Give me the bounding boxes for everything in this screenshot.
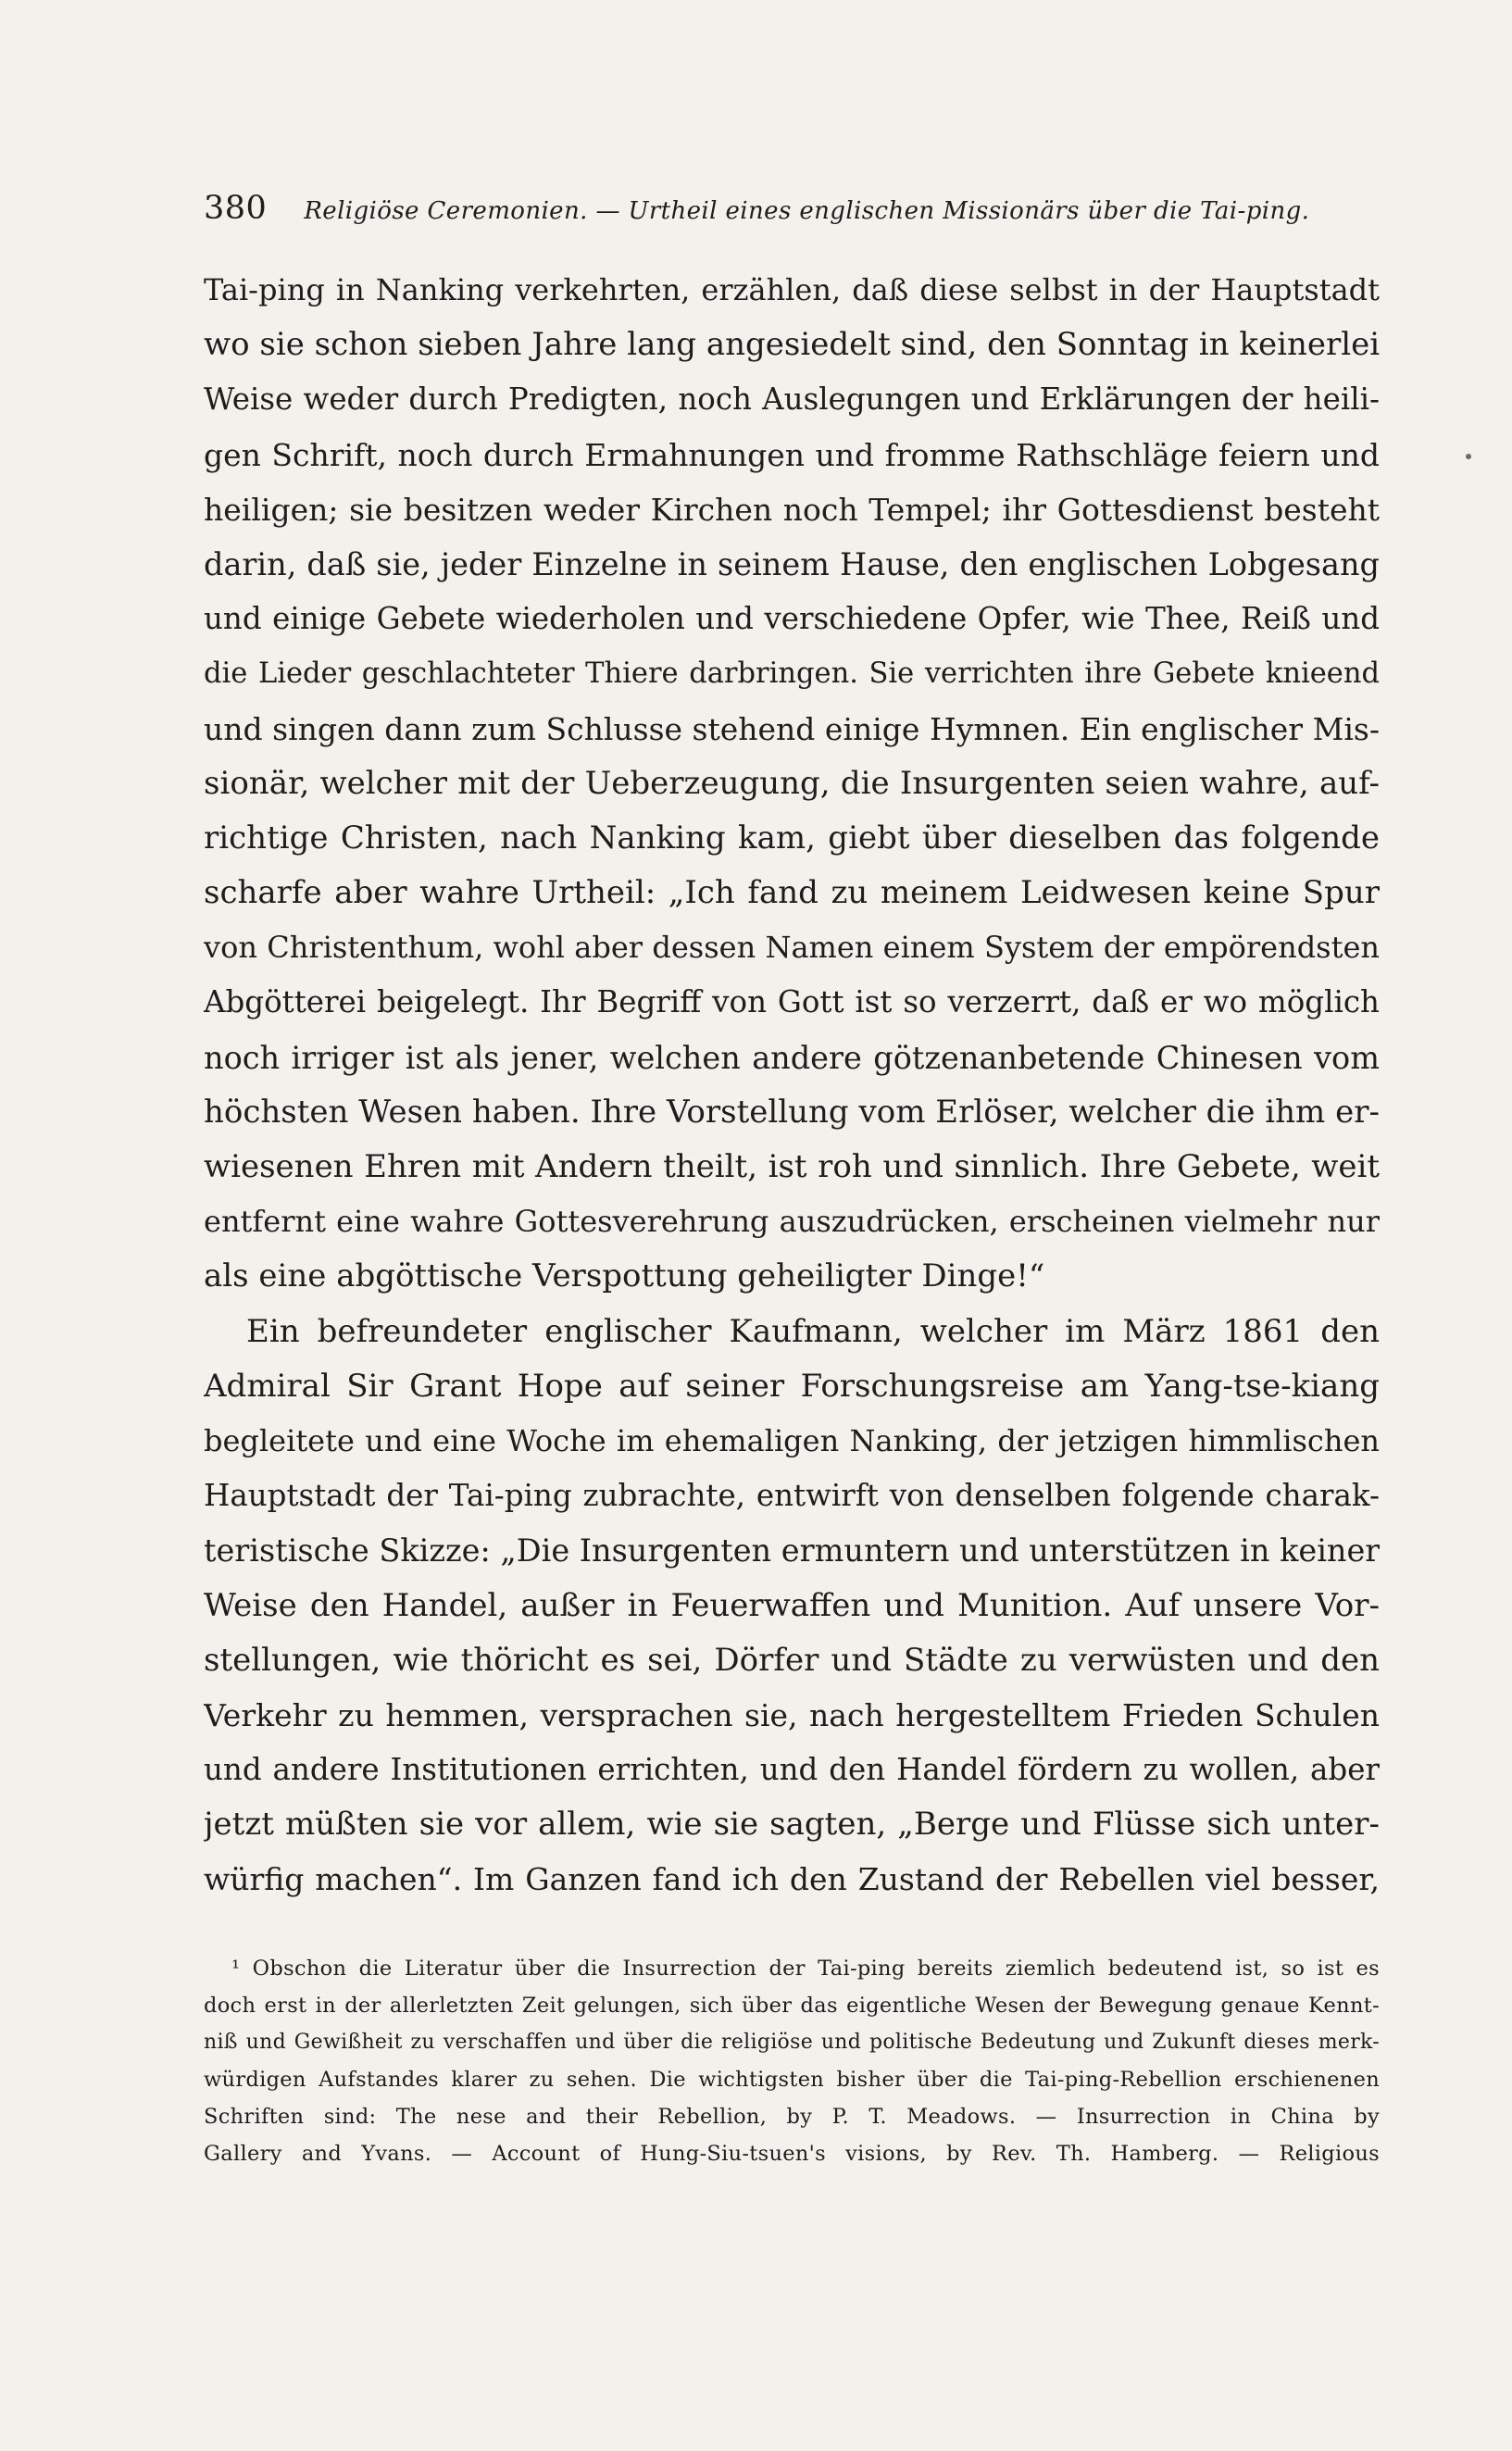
text-line: höchsten Wesen haben. Ihre Vorstellung vom Erlöser, welcher die ihm er- bbox=[204, 1093, 1380, 1131]
text-line: sionär, welcher mit der Ueberzeugung, die Insurgenten seien wahre, auf- bbox=[204, 764, 1380, 802]
running-head bbox=[204, 190, 1310, 236]
text-line: die Lieder geschlachteter Thiere darbringen. Sie verrichten ihre Gebete knieend bbox=[204, 657, 1380, 691]
main-text bbox=[204, 263, 1380, 1907]
text-line: wiesenen Ehren mit Andern theilt, ist roh und sinnlich. Ihre Gebete, weit bbox=[204, 1148, 1380, 1185]
text-line: und andere Institutionen errichten, und den Handel fördern zu wollen, aber bbox=[204, 1752, 1380, 1788]
page-number: 380 bbox=[204, 190, 268, 227]
text-line: jetzt müßten sie vor allem, wie sie sagten, „Berge und Flüsse sich unter- bbox=[204, 1806, 1380, 1844]
text-line: heiligen; sie besitzen weder Kirchen noch Tempel; ihr Gottesdienst besteht bbox=[204, 491, 1380, 528]
text-line: als eine abgöttische Verspottung geheiligter Dinge!“ bbox=[204, 1257, 1045, 1295]
text-line: darin, daß sie, jeder Einzelne in seinem Hause, den englischen Lobgesang bbox=[204, 545, 1380, 582]
text-line: gen Schrift, noch durch Ermahnungen und fromme Rathschläge feiern und bbox=[204, 436, 1380, 473]
text-line: stellungen, wie thöricht es sei, Dörfer und Städte zu verwüsten und den bbox=[204, 1641, 1380, 1679]
text-line: begleitete und eine Woche im ehemaligen Nanking, der jetzigen himmlischen bbox=[204, 1422, 1380, 1458]
text-line: entfernt eine wahre Gottesverehrung auszudrücken, erscheinen vielmehr nur bbox=[204, 1204, 1380, 1240]
text-line: wo sie schon sieben Jahre lang angesiedelt sind, den Sonntag in keinerlei bbox=[204, 326, 1380, 364]
footnote-line: würdigen Aufstandes klarer zu sehen. Die wichtigsten bisher über die Tai-ping-Rebellion erschienenen bbox=[204, 2068, 1380, 2092]
footnote bbox=[204, 1950, 1380, 2172]
text-line: scharfe aber wahre Urtheil: „Ich fand zu meinem Leidwesen keine Spur bbox=[204, 874, 1380, 912]
text-line: Verkehr zu hemmen, versprachen sie, nach hergestelltem Frieden Schulen bbox=[204, 1696, 1380, 1733]
text-line: noch irriger ist als jener, welchen andere götzenanbetende Chinesen vom bbox=[204, 1039, 1380, 1076]
footnote-line: doch erst in der allerletzten Zeit gelungen, sich über das eigentliche Wesen der Bewegung genaue Kennt- bbox=[204, 1994, 1380, 2018]
text-line: Abgötterei beigelegt. Ihr Begriff von Gott ist so verzerrt, daß er wo möglich bbox=[204, 984, 1380, 1020]
text-line: würfig machen“. Im Ganzen fand ich den Zustand der Rebellen viel besser, bbox=[204, 1861, 1380, 1898]
text-line: Admiral Sir Grant Hope auf seiner Forschungsreise am Yang-tse-kiang bbox=[204, 1367, 1380, 1405]
text-line: Hauptstadt der Tai-ping zubrachte, entwirft von denselben folgende charak- bbox=[204, 1478, 1380, 1514]
text-line: Weise weder durch Predigten, noch Auslegungen und Erklärungen der heili- bbox=[204, 381, 1380, 418]
footnote-line: ¹ Obschon die Literatur über die Insurrection der Tai-ping bereits ziemlich bedeutend ist, so ist es bbox=[231, 1957, 1380, 1981]
footnote-line: niß und Gewißheit zu verschaffen und über die religiöse und politische Bedeutung und Zukunft dieses merk- bbox=[204, 2031, 1380, 2054]
footnote-line: Gallery and Yvans. — Account of Hung-Siu-tsuen's visions, by Rev. Th. Hamberg. — Religious bbox=[204, 2142, 1380, 2166]
footnote-line: Schriften sind: The nese and their Rebellion, by P. T. Meadows. — Insurrection in China by bbox=[204, 2105, 1380, 2129]
text-line: richtige Christen, nach Nanking kam, giebt über dieselben das folgende bbox=[204, 819, 1380, 857]
text-line: und singen dann zum Schlusse stehend einige Hymnen. Ein englischer Mis- bbox=[204, 710, 1380, 747]
text-line: und einige Gebete wiederholen und verschiedene Opfer, wie Thee, Reiß und bbox=[204, 601, 1380, 637]
text-line: teristische Skizze: „Die Insurgenten ermuntern und unterstützen in keiner bbox=[204, 1532, 1380, 1569]
text-line: von Christenthum, wohl aber dessen Namen einem System der empörendsten bbox=[204, 930, 1380, 966]
text-line: Ein befreundeter englischer Kaufmann, welcher im März 1861 den bbox=[246, 1312, 1380, 1350]
text-line: Weise den Handel, außer in Feuerwaffen und Munition. Auf unsere Vor- bbox=[204, 1586, 1380, 1624]
margin-dot-mark bbox=[1466, 454, 1471, 459]
text-line: Tai-ping in Nanking verkehrten, erzählen, daß diese selbst in der Hauptstadt bbox=[204, 272, 1380, 307]
running-title: Religiöse Ceremonien. — Urtheil eines englischen Missionärs über die Tai-ping. bbox=[304, 197, 1310, 225]
